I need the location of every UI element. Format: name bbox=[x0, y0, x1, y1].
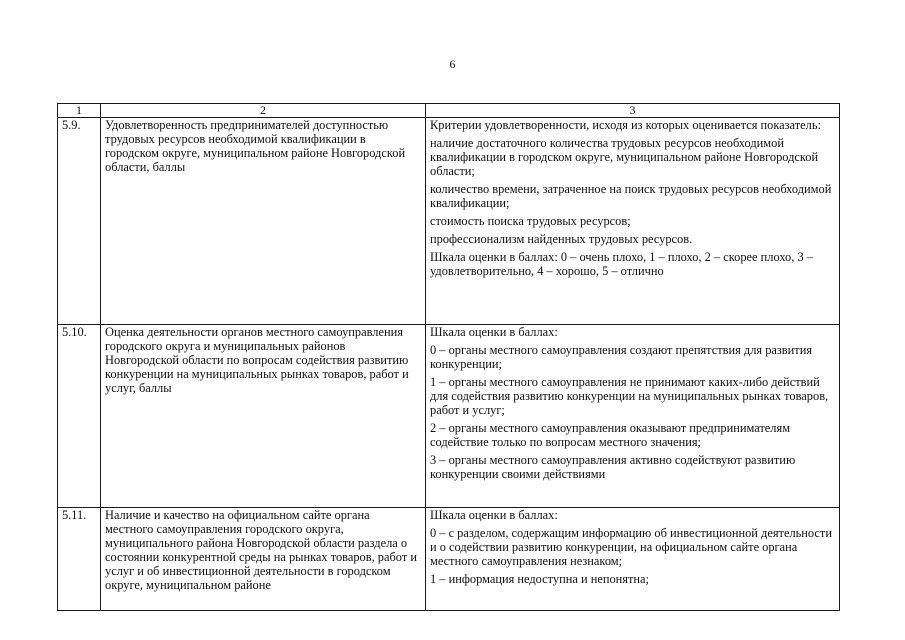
table-row bbox=[58, 508, 840, 611]
criteria-paragraph: 1 – информация недоступна и непонятна; bbox=[430, 572, 649, 586]
criteria-paragraph: стоимость поиска трудовых ресурсов; bbox=[430, 214, 631, 228]
criteria-paragraph: 3 – органы местного самоуправления активно содействуют развитию конкуренции своими действиями bbox=[430, 453, 796, 481]
criteria-table bbox=[57, 103, 840, 611]
criteria-paragraph: 2 – органы местного самоуправления оказывают предпринимателям содействие только по вопросам местного значения; bbox=[430, 421, 791, 449]
table-header-row bbox=[58, 104, 840, 118]
column-header: 1 bbox=[58, 104, 101, 118]
criteria-paragraph: Критерии удовлетворенности, исходя из которых оценивается показатель: bbox=[430, 118, 821, 132]
criteria-paragraph: Шкала оценки в баллах: 0 – очень плохо, 1 – плохо, 2 – скорее плохо, 3 – удовлетворительно, 4 – хорошо, 5 – отлично bbox=[430, 250, 813, 278]
criteria-cell bbox=[426, 118, 840, 325]
criteria-paragraph: наличие достаточного количества трудовых ресурсов необходимой квалификации в городском округе, муниципальном районе Новгородской области; bbox=[430, 136, 819, 178]
criteria-paragraph: 1 – органы местного самоуправления не принимают каких-либо действий для содействия развитию конкуренции на муниципальных рынках товаров, работ и услуг; bbox=[430, 375, 829, 417]
criteria-cell bbox=[426, 508, 840, 611]
criteria-paragraph: Шкала оценки в баллах: bbox=[430, 325, 558, 339]
table-row bbox=[58, 325, 840, 508]
criteria-paragraph: 0 – органы местного самоуправления создают препятствия для развития конкуренции; bbox=[430, 343, 813, 371]
indicator-cell: Удовлетворенность предпринимателей доступностью трудовых ресурсов необходимой квалификации в городском округе, муниципальном районе Новгородской области, баллы bbox=[101, 118, 426, 325]
row-number: 5.11. bbox=[58, 508, 101, 611]
indicator-cell: Наличие и качество на официальном сайте органа местного самоуправления городского округа, муниципального района Новгородской области раздела о состоянии конкурентной среды на рынках товаров, работ и услуг и об инвестиционной деятельности в городском округе, муниципальном районе bbox=[101, 508, 426, 611]
table-row bbox=[58, 118, 840, 325]
criteria-paragraph: количество времени, затраченное на поиск трудовых ресурсов необходимой квалификации; bbox=[430, 182, 832, 210]
page-number: 6 bbox=[449, 57, 456, 71]
row-number: 5.10. bbox=[58, 325, 101, 508]
column-header: 3 bbox=[426, 104, 840, 118]
row-number: 5.9. bbox=[58, 118, 101, 325]
criteria-paragraph: Шкала оценки в баллах: bbox=[430, 508, 558, 522]
indicator-cell: Оценка деятельности органов местного самоуправления городского округа и муниципальных районов Новгородской области по вопросам содействия развитию конкуренции на муниципальных рынках товаров, работ и услуг, баллы bbox=[101, 325, 426, 508]
criteria-paragraph: 0 – с разделом, содержащим информацию об инвестиционной деятельности и о содействии развитию конкуренции, на официальном сайте органа местного самоуправления незнаком; bbox=[430, 526, 832, 568]
column-header: 2 bbox=[101, 104, 426, 118]
criteria-paragraph: профессионализм найденных трудовых ресурсов. bbox=[430, 232, 693, 246]
criteria-cell bbox=[426, 325, 840, 508]
